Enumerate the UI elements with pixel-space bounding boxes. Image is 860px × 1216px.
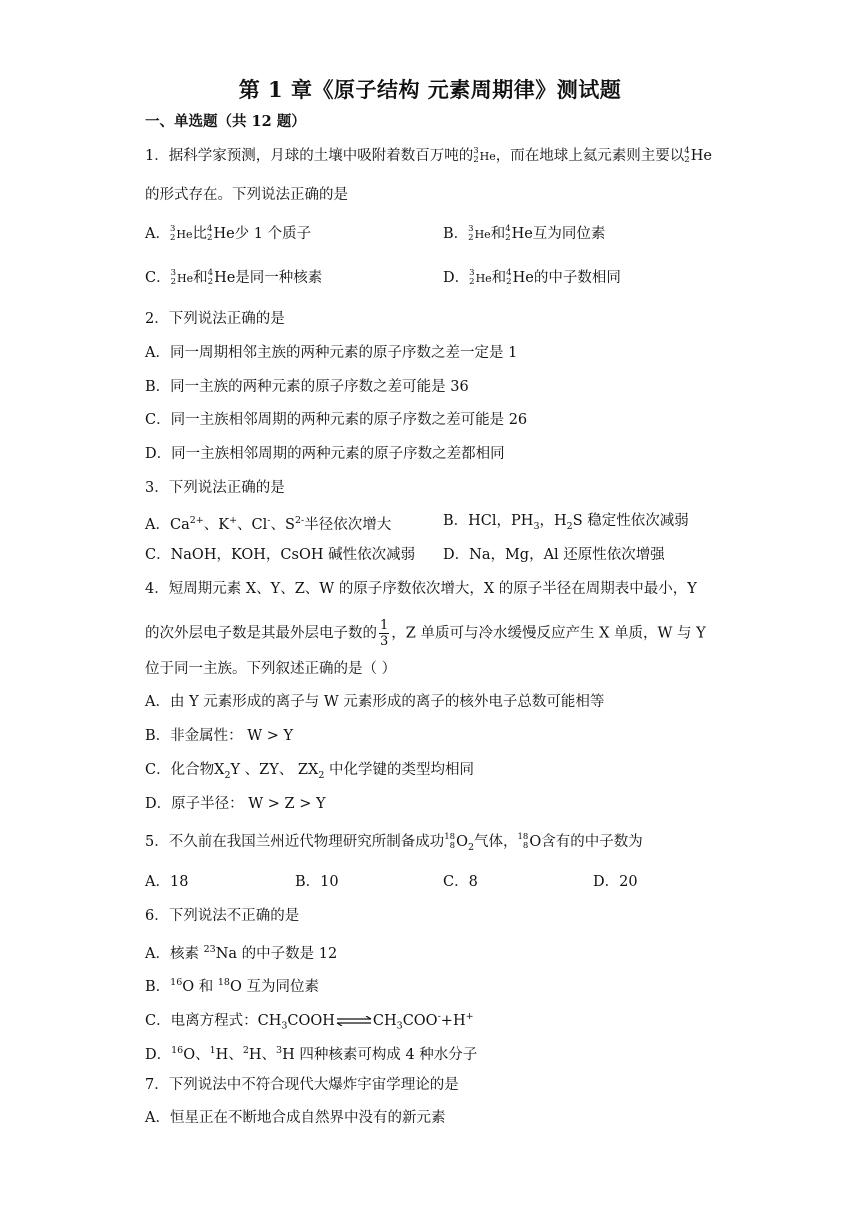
q2-option-c: C．同一主族相邻周期的两种元素的原子序数之差可能是 26 bbox=[145, 412, 528, 428]
q1-option-a: A． 3 2 He比 4 2 He少 1 个质子 bbox=[145, 224, 312, 243]
q5-stem: 5．不久前在我国兰州近代物理研究所制备成功 18 8 $O_2$气体， 18 8 O含有的中子数为 bbox=[145, 832, 643, 858]
q6-option-a: A．核素 $^{23}$Na 的中子数是 12 bbox=[145, 944, 338, 962]
q3-option-c: C．NaOH，KOH，CsOH 碱性依次减弱 bbox=[145, 547, 416, 563]
q1-option-d: D． 3 2 He和 4 2 He的中子数相同 bbox=[443, 268, 621, 287]
q6-option-d: D．$^{16}$O、$^1$H、$^2$H、$^3$H 四种核素可构成 4 种水分子 bbox=[145, 1045, 478, 1063]
nuclide-he3: 3 2 He bbox=[473, 146, 496, 165]
q4-option-d: D．原子半径： W > Z > Y bbox=[145, 796, 326, 812]
q3-option-b: B．HCl，$PH_3$，$H_2S$ 稳定性依次减弱 bbox=[443, 513, 689, 532]
fraction-one-third: $\frac{1}{3}$ bbox=[380, 618, 389, 649]
q1-stem-line2: 的形式存在。下列说法正确的是 bbox=[145, 187, 348, 203]
q5-option-d: D．20 bbox=[593, 874, 638, 890]
q7-option-a: A．恒星正在不断地合成自然界中没有的新元素 bbox=[145, 1110, 446, 1126]
q2-stem: 2．下列说法正确的是 bbox=[145, 311, 285, 327]
reversible-arrow-icon bbox=[336, 1016, 372, 1026]
q2-option-d: D．同一主族相邻周期的两种元素的原子序数之差都相同 bbox=[145, 446, 505, 462]
q4-option-a: A．由 Y 元素形成的离子与 W 元素形成的离子的核外电子总数可能相等 bbox=[145, 694, 605, 710]
q5-option-c: C．8 bbox=[443, 874, 478, 890]
q1-stem-line1: 1．据科学家预测，月球的土壤中吸附着数百万吨的 3 2 He，而在地球上氦元素则主要以 4 2 He bbox=[145, 146, 712, 165]
q4-stem-line1: 4．短周期元素 X、Y、Z、W 的原子序数依次增大，X 的原子半径在周期表中最小，Y bbox=[145, 581, 697, 597]
q6-option-c: C．电离方程式：$CH_3COOH$ $CH_3COO^-+H^+$ bbox=[145, 1011, 474, 1032]
q6-option-b: B．$^{16}$O 和 $^{18}$O 互为同位素 bbox=[145, 977, 319, 995]
section-heading: 一、单选题（共 12 题） bbox=[145, 113, 306, 130]
q4-option-b: B．非金属性： W > Y bbox=[145, 728, 294, 744]
q4-stem-line2: 的次外层电子数是其最外层电子数的 $\frac{1}{3}$ ，Z 单质可与冷水缓慢反应产生 X 单质，W 与 Y bbox=[145, 618, 706, 649]
q3-option-a: A．$Ca^{2+}$、K+、Cl-、$S^{2-}$半径依次增大 bbox=[145, 515, 392, 533]
q5-option-a: A．18 bbox=[145, 874, 189, 890]
q1-option-c: C． 3 2 He和 4 2 He是同一种核素 bbox=[145, 268, 323, 287]
q1-option-b: B． 3 2 He和 4 2 He互为同位素 bbox=[443, 224, 606, 243]
q4-stem-line3: 位于同一主族。下列叙述正确的是（ ） bbox=[145, 661, 397, 677]
page-title: 第 1 章《原子结构 元素周期律》测试题 bbox=[238, 77, 622, 102]
q4-option-c: C．化合物$X_2Y$ 、ZY、 $ZX_2$ 中化学键的类型均相同 bbox=[145, 762, 474, 781]
nuclide-he4: 4 2 He bbox=[684, 146, 712, 165]
q3-stem: 3．下列说法正确的是 bbox=[145, 480, 285, 496]
nuclide-o18-molecule: 18 8 $O_2$ bbox=[444, 832, 474, 853]
nuclide-o18: 18 8 O bbox=[517, 832, 542, 851]
q5-option-b: B．10 bbox=[295, 874, 339, 890]
q6-stem: 6．下列说法不正确的是 bbox=[145, 908, 300, 924]
q3-option-d: D．Na，Mg，Al 还原性依次增强 bbox=[443, 547, 665, 563]
q2-option-b: B．同一主族的两种元素的原子序数之差可能是 36 bbox=[145, 379, 469, 395]
q2-option-a: A．同一周期相邻主族的两种元素的原子序数之差一定是 1 bbox=[145, 345, 518, 361]
q7-stem: 7．下列说法中不符合现代大爆炸宇宙学理论的是 bbox=[145, 1077, 459, 1093]
